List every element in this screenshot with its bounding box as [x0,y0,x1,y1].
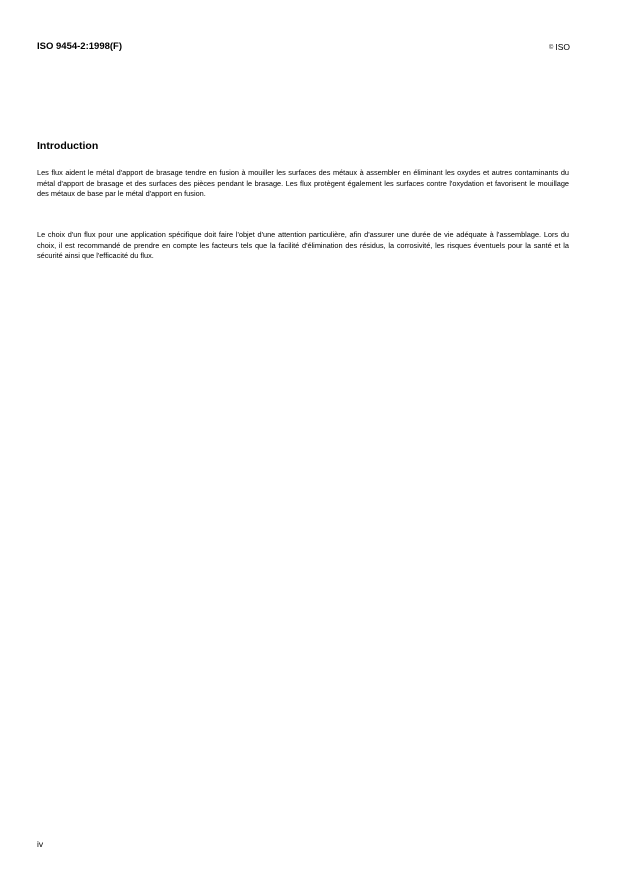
copyright-icon: © [548,45,554,51]
copyright-owner: ISO [555,42,570,52]
page-number: iv [37,839,44,849]
paragraph-flux-choice: Le choix d'un flux pour une application spécifique doit faire l'objet d'une attention particulière, afin d'assurer une durée de vie adéquate à l'assemblage. Lors du choix, il est recommandé de prendre en compte les facteurs tels que la facilité d'élimination des résidus, la corrosivité, les risques éventuels pour la santé et la sécurité ainsi que l'efficacité du flux. [37,230,569,261]
paragraph-flux-role: Les flux aident le métal d'apport de brasage tendre en fusion à mouiller les surfaces des métaux à assembler en éliminant les oxydes et autres contaminants du métal d'apport de brasage et des surfaces des pièces pendant le brasage. Les flux protègent également les surfaces contre l'oxydation et favorisent le mouillage des métaux de base par le métal d'apport en fusion. [37,168,569,199]
document-id: ISO 9454-2:1998(F) [37,41,123,52]
copyright-notice [549,41,570,54]
section-title: Introduction [37,140,99,152]
